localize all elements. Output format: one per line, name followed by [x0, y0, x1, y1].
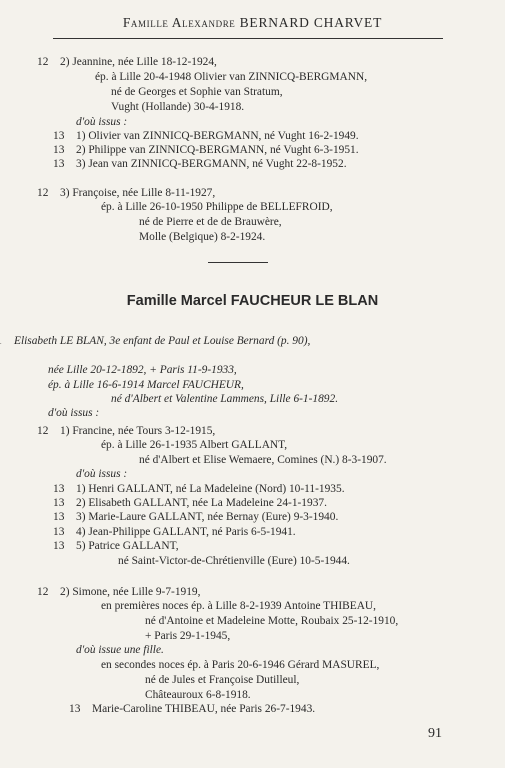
generation-number	[0, 334, 2, 348]
generation-number: 13	[53, 526, 65, 538]
text-line: ép. à Lille 26-10-1950 Philippe de BELLEFROID,	[101, 201, 333, 213]
text-line: 2) Philippe van ZINNICQ-BERGMANN, né Vught 6-3-1951.	[76, 144, 359, 156]
text-line: + Paris 29-1-1945,	[145, 630, 231, 642]
text-line: ép. à Lille 20-4-1948 Olivier van ZINNICQ-BERGMANN,	[95, 71, 368, 83]
text-line: née Lille 20-12-1892, + Paris 11-9-1933,	[48, 364, 237, 376]
section-title: Famille Marcel FAUCHEUR LE BLAN	[126, 293, 379, 309]
text-line: 2) Elisabeth GALLANT, née La Madeleine 24-1-1937.	[76, 497, 327, 509]
text-line: 1) Francine, née Tours 3-12-1915,	[60, 425, 216, 437]
generation-number: 13	[53, 511, 65, 523]
text-line: né de Pierre et de de Brauwère,	[139, 216, 282, 228]
generation-number: 13	[53, 483, 65, 495]
text-line: d'où issue une fille.	[76, 644, 164, 656]
text-line: Marie-Caroline THIBEAU, née Paris 26-7-1943.	[92, 703, 316, 715]
text-line: né de Jules et Françoise Dutilleul,	[145, 674, 300, 686]
text-line: né Saint-Victor-de-Chrétienville (Eure) 10-5-1944.	[118, 555, 350, 567]
text-line: né d'Antoine et Madeleine Motte, Roubaix 25-12-1910,	[145, 615, 399, 627]
text-line: 3) Marie-Laure GALLANT, née Bernay (Eure) 9-3-1940.	[76, 511, 339, 523]
running-header	[0, 16, 505, 30]
running-header-prefix: Famille Alexandre	[122, 15, 236, 30]
generation-number: 13	[53, 540, 65, 552]
text-line: 4) Jean-Philippe GALLANT, né Paris 6-5-1941.	[76, 526, 296, 538]
text-line: d'où issus :	[76, 468, 128, 480]
text-line: Molle (Belgique) 8-2-1924.	[139, 231, 266, 243]
running-header-name: BERNARD CHARVET	[239, 15, 383, 30]
text-line: 1) Henri GALLANT, né La Madeleine (Nord) 10-11-1935.	[76, 483, 345, 495]
generation-number: 12	[37, 425, 49, 437]
text-line: Elisabeth LE BLAN, 3e enfant de Paul et Louise Bernard (p. 90),	[14, 335, 311, 347]
generation-number: 13	[53, 130, 65, 142]
text-line: né de Georges et Sophie van Stratum,	[111, 86, 283, 98]
text-line: Vught (Hollande) 30-4-1918.	[111, 101, 245, 113]
text-line: 2) Jeannine, née Lille 18-12-1924,	[60, 56, 217, 68]
section-separator	[208, 262, 268, 263]
text-line: ép. à Lille 16-6-1914 Marcel FAUCHEUR,	[48, 379, 244, 391]
generation-number: 13	[69, 703, 81, 715]
text-line: 1) Olivier van ZINNICQ-BERGMANN, né Vught 16-2-1949.	[76, 130, 359, 142]
text-line: ép. à Lille 26-1-1935 Albert GALLANT,	[101, 439, 288, 451]
text-line: 5) Patrice GALLANT,	[76, 540, 179, 552]
generation-number: 12	[37, 56, 49, 68]
text-line: d'où issus :	[76, 116, 128, 128]
text-line: 3) Jean van ZINNICQ-BERGMANN, né Vught 22-8-1952.	[76, 158, 347, 170]
text-line: en secondes noces ép. à Paris 20-6-1946 Gérard MASUREL,	[101, 659, 380, 671]
generation-number: 12	[37, 187, 49, 199]
generation-number: 12	[37, 586, 49, 598]
generation-number: 13	[53, 144, 65, 156]
text-line: Châteauroux 6-8-1918.	[145, 689, 251, 701]
text-line: né d'Albert et Valentine Lammens, Lille 6-1-1892.	[111, 393, 339, 405]
text-line: en premières noces ép. à Lille 8-2-1939 Antoine THIBEAU,	[101, 600, 376, 612]
text-line: 3) Françoise, née Lille 8-11-1927,	[60, 187, 216, 199]
generation-number: 13	[53, 158, 65, 170]
page-number: 91	[428, 726, 442, 741]
text-line: né d'Albert et Elise Wemaere, Comines (N.) 8-3-1907.	[139, 454, 387, 466]
header-rule	[53, 38, 443, 39]
generation-number: 13	[53, 497, 65, 509]
text-line: d'où issus :	[48, 407, 100, 419]
text-line: 2) Simone, née Lille 9-7-1919,	[60, 586, 201, 598]
